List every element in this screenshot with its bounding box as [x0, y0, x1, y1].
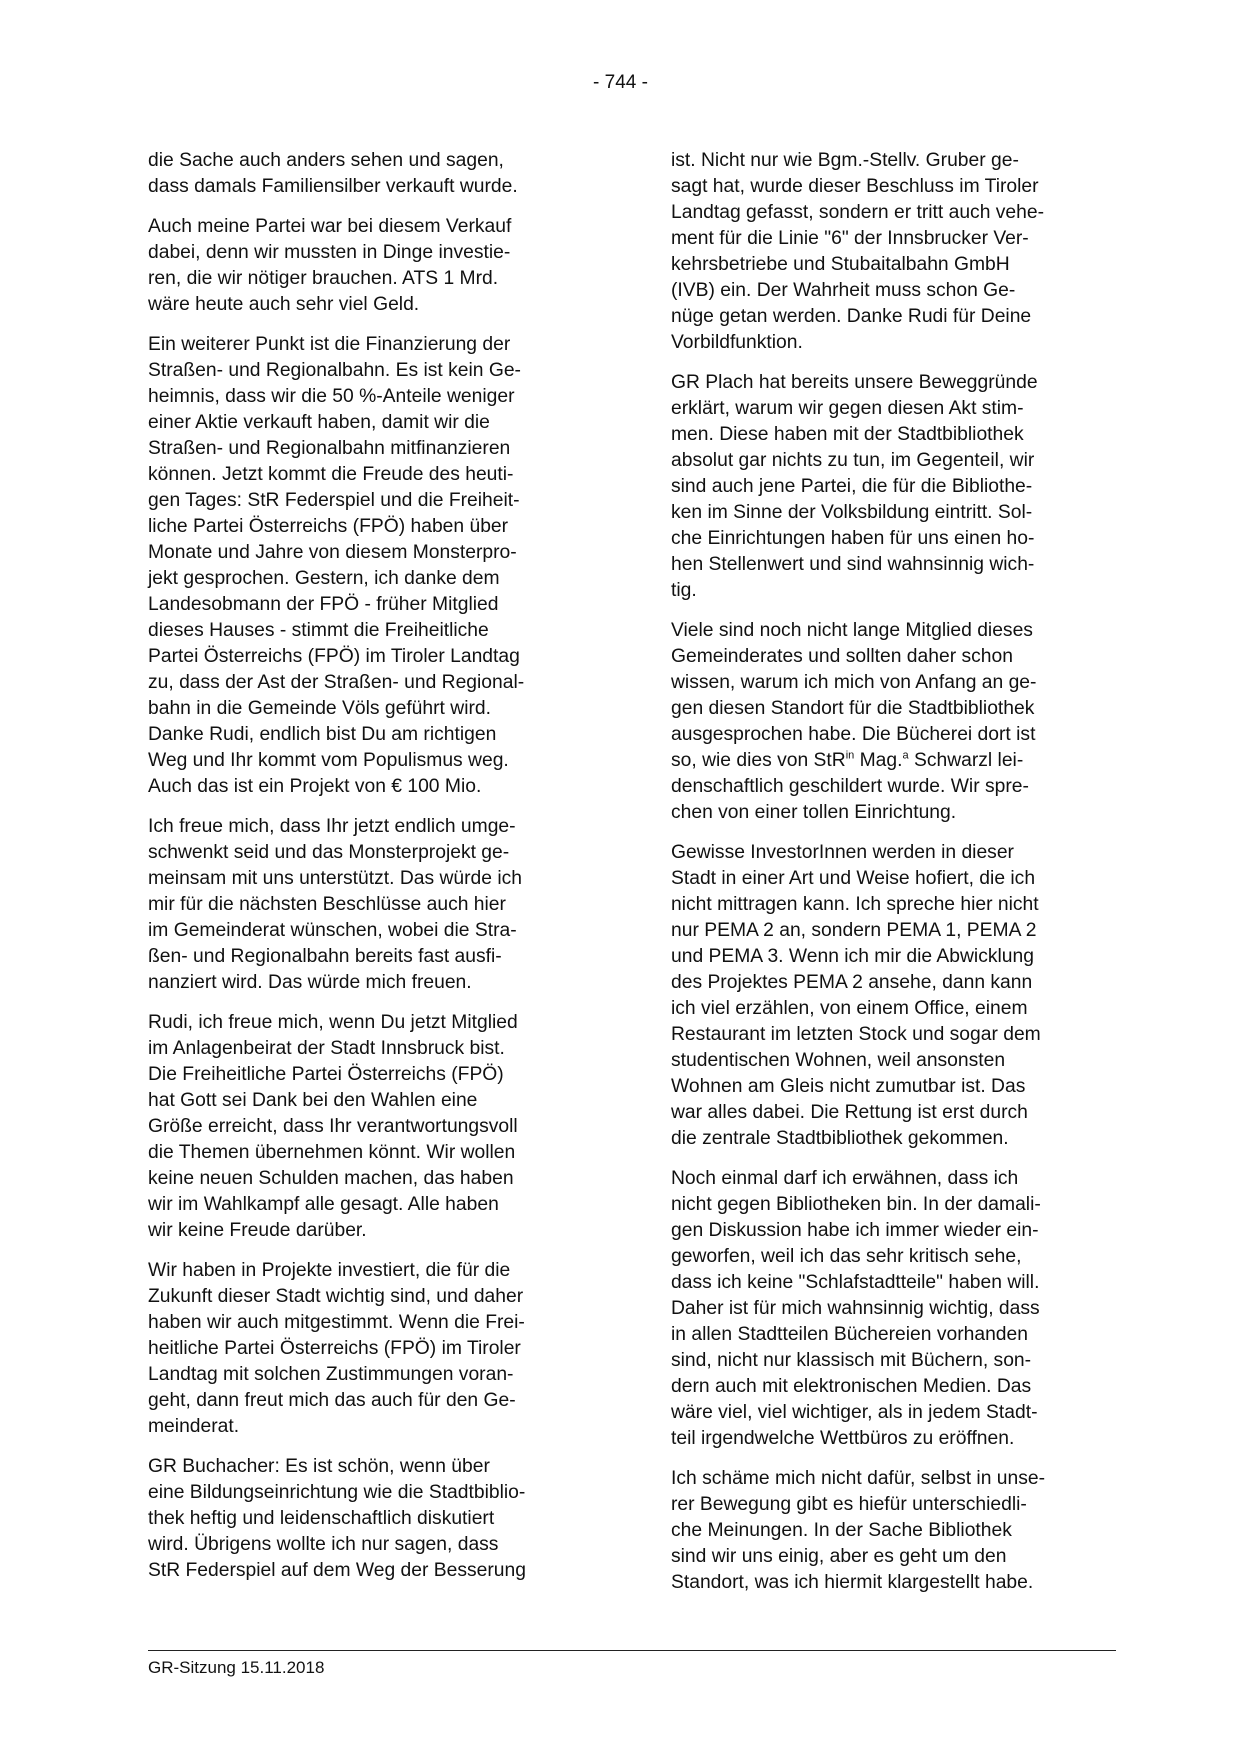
left-column: [148, 148, 593, 1598]
paragraph: GR Buchacher: Es ist schön, wenn über eine Bildungseinrichtung wie die Stadtbiblio- thek heftig und leidenschaftlich diskutiert wird. Übrigens wollte ich nur sagen, dass StR Federspiel auf dem Weg der Besserung: [148, 1456, 526, 1581]
paragraph: ist. Nicht nur wie Bgm.-Stellv. Gruber ge- sagt hat, wurde dieser Beschluss im Tiroler Landtag gefasst, sondern er tritt auch vehe- ment für die Linie "6" der Innsbrucker Ver- kehrsbetriebe und Stubaitalbahn GmbH (IVB) ein. Der Wahrheit muss schon Ge- nüge getan werden. Danke Rudi für Deine Vorbildfunktion.: [671, 150, 1044, 353]
paragraph: Noch einmal darf ich erwähnen, dass ich nicht gegen Bibliotheken bin. In der damali- gen Diskussion habe ich immer wieder ein- geworfen, weil ich das sehr kritisch sehe, dass ich keine "Schlafstadtteile" haben will. Daher ist für mich wahnsinnig wichtig, dass in allen Stadtteilen Büchereien vorhanden sind, nicht nur klassisch mit Büchern, son- dern auch mit elektronischen Medien. Das wäre viel, viel wichtiger, als in jedem Stadt- teil irgendwelche Wettbüros zu eröffnen.: [671, 1168, 1041, 1449]
paragraph: GR Plach hat bereits unsere Beweggründe erklärt, warum wir gegen diesen Akt stim- men. Diese haben mit der Stadtbibliothek absolut gar nichts zu tun, im Gegenteil, wir sind auch jene Partei, die für die Bibliothe- ken im Sinne der Volksbildung eintritt. Sol- che Einrichtungen haben für uns einen ho- hen Stellenwert und sind wahnsinnig wich- tig.: [671, 372, 1038, 601]
paragraph: Viele sind noch nicht lange Mitglied dieses Gemeinderates und sollten daher schon wissen, warum ich mich von Anfang an ge- gen diesen Standort für die Stadtbibliothek ausgesprochen habe. Die Bücherei dort ist so, wie dies von StR$^{in}$ Mag.$^a$ Schwarzl lei- denschaftlich geschildert wurde. Wir spre- chen von einer tollen Einrichtung.: [671, 620, 1037, 823]
paragraph: Ich freue mich, dass Ihr jetzt endlich umge- schwenkt seid und das Monsterprojekt ge- meinsam mit uns unterstützt. Das würde ich mir für die nächsten Beschlüsse auch hier im Gemeinderat wünschen, wobei die Stra- ßen- und Regionalbahn bereits fast ausfi- nanziert wird. Das würde mich freuen.: [148, 816, 522, 993]
paragraph: Rudi, ich freue mich, wenn Du jetzt Mitglied im Anlagenbeirat der Stadt Innsbruck bist. Die Freiheitliche Partei Österreichs (FPÖ) hat Gott sei Dank bei den Wahlen eine Größe erreicht, dass Ihr verantwortungsvoll die Themen übernehmen könnt. Wir wollen keine neuen Schulden machen, das haben wir im Wahlkampf alle gesagt. Alle haben wir keine Freude darüber.: [148, 1012, 518, 1241]
paragraph: Auch meine Partei war bei diesem Verkauf dabei, denn wir mussten in Dinge investie- ren, die wir nötiger brauchen. ATS 1 Mrd. wäre heute auch sehr viel Geld.: [148, 216, 512, 315]
paragraph: Gewisse InvestorInnen werden in dieser Stadt in einer Art und Weise hofiert, die ich nicht mittragen kann. Ich spreche hier nicht nur PEMA 2 an, sondern PEMA 1, PEMA 2 und PEMA 3. Wenn ich mir die Abwicklung des Projektes PEMA 2 ansehe, dann kann ich viel erzählen, von einem Office, einem Restaurant im letzten Stock und sogar dem studentischen Wohnen, weil ansonsten Wohnen am Gleis nicht zumutbar ist. Das war alles dabei. Die Rettung ist erst durch die zentrale Stadtbibliothek gekommen.: [671, 842, 1041, 1149]
paragraph: die Sache auch anders sehen und sagen, dass damals Familiensilber verkauft wurde.: [148, 150, 518, 197]
paragraph: Ich schäme mich nicht dafür, selbst in unse- rer Bewegung gibt es hiefür unterschiedli- che Meinungen. In der Sache Bibliothek sind wir uns einig, aber es geht um den Standort, was ich hiermit klargestellt habe.: [671, 1468, 1046, 1593]
right-column: [671, 148, 1116, 1610]
footer-text: GR-Sitzung 15.11.2018: [148, 1658, 325, 1677]
paragraph: Wir haben in Projekte investiert, die für die Zukunft dieser Stadt wichtig sind, und daher haben wir auch mitgestimmt. Wenn die Frei- heitliche Partei Österreichs (FPÖ) im Tiroler Landtag mit solchen Zustimmungen voran- geht, dann freut mich das auch für den Ge- meinderat.: [148, 1260, 525, 1437]
page-number: - 744 -: [593, 72, 648, 93]
footer-divider: [148, 1650, 1116, 1651]
paragraph: Ein weiterer Punkt ist die Finanzierung der Straßen- und Regionalbahn. Es ist kein Ge- heimnis, dass wir die 50 %-Anteile weniger einer Aktie verkauft haben, damit wir die Straßen- und Regionalbahn mitfinanzieren können. Jetzt kommt die Freude des heuti- gen Tages: StR Federspiel und die Freiheit- liche Partei Österreichs (FPÖ) haben über Monate und Jahre von diesem Monsterpro- jekt gesprochen. Gestern, ich danke dem Landesobmann der FPÖ - früher Mitglied dieses Hauses - stimmt die Freiheitliche Partei Österreichs (FPÖ) im Tiroler Landtag zu, dass der Ast der Straßen- und Regional- bahn in die Gemeinde Völs geführt wird. Danke Rudi, endlich bist Du am richtigen Weg und Ihr kommt vom Populismus weg. Auch das ist ein Projekt von € 100 Mio.: [148, 334, 525, 797]
